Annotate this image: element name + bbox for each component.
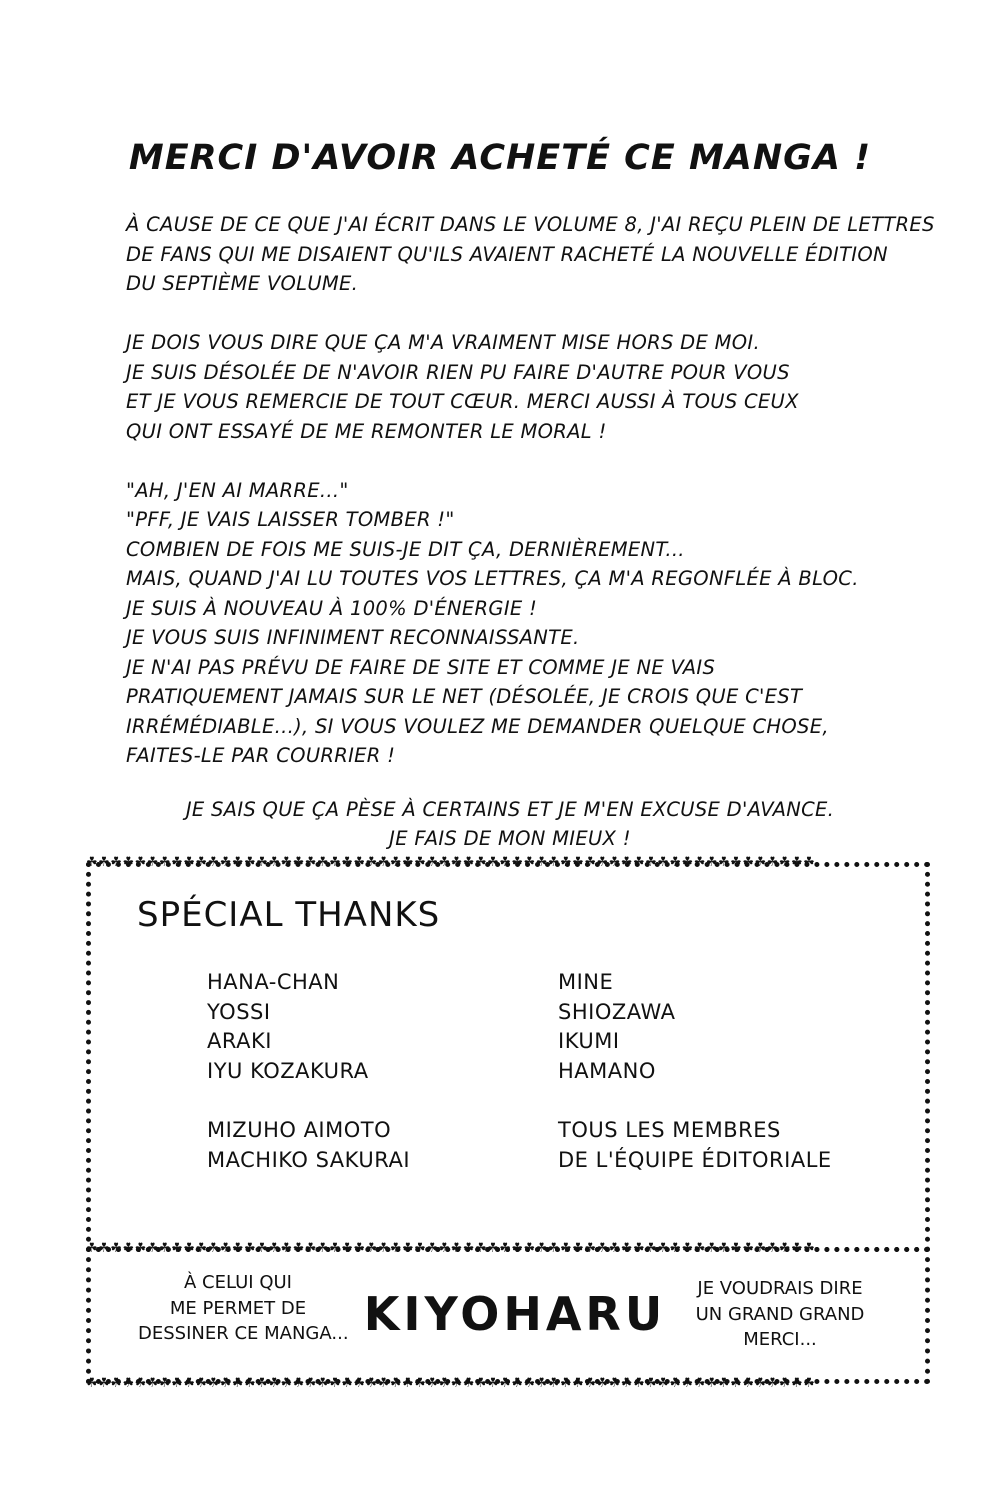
letter-line: JE VOUS SUIS INFINIMENT RECONNAISSANTE. — [126, 626, 580, 649]
thanks-name: SHIOZAWA — [558, 999, 676, 1024]
letter-paragraph-3 — [126, 476, 946, 771]
thanks-name: MIZUHO AIMOTO — [207, 1118, 392, 1142]
dedication-line: À CELUI QUI — [184, 1272, 292, 1293]
dedication-line: ME PERMET DE — [169, 1297, 307, 1319]
letter-line: FAITES-LE PAR COURRIER ! — [126, 744, 396, 767]
letter-line: JE N'AI PAS PRÉVU DE FAIRE DE SITE ET COMME JE NE VAIS — [126, 655, 716, 679]
letter-line: "AH, J'EN AI MARRE..." — [126, 478, 349, 502]
dedication-right-text — [680, 1276, 880, 1353]
clover-icon: ☘☘☘☘☘☘☘☘☘☘☘☘☘☘☘☘☘☘☘☘☘☘☘☘☘☘☘☘☘☘☘☘☘☘☘☘☘☘☘☘☘☘☘☘☘☘☘☘☘☘☘☘☘☘☘☘☘☘☘☘ — [86, 1242, 816, 1256]
letter-line: QUI ONT ESSAYÉ DE ME REMONTER LE MORAL ! — [126, 419, 607, 443]
closing-note — [0, 795, 1000, 853]
letter-paragraph-1 — [126, 210, 946, 299]
dedication-line: JE VOUDRAIS DIRE — [697, 1278, 863, 1299]
thanks-name: YOSSI — [207, 999, 271, 1024]
thanks-name: HAMANO — [558, 1058, 656, 1083]
letter-line: COMBIEN DE FOIS ME SUIS-JE DIT ÇA, DERNIÈREMENT... — [126, 537, 685, 561]
dedication-line: UN GRAND GRAND — [695, 1303, 865, 1325]
page-title: MERCI D'AVOIR ACHETÉ CE MANGA ! — [128, 138, 872, 178]
thanks-list-right-2 — [558, 1116, 832, 1175]
thanks-name: ARAKI — [207, 1029, 272, 1053]
thanks-name: DE L'ÉQUIPE ÉDITORIALE — [558, 1147, 832, 1172]
letter-paragraph-2 — [126, 328, 946, 446]
dedication-line: MERCI... — [743, 1329, 817, 1350]
thanks-name: IKUMI — [558, 1029, 620, 1053]
letter-line: DE FANS QUI ME DISAIENT QU'ILS AVAIENT RACHETÉ LA NOUVELLE ÉDITION — [126, 242, 888, 266]
letter-line: JE SUIS DÉSOLÉE DE N'AVOIR RIEN PU FAIRE D'AUTRE POUR VOUS — [126, 360, 790, 384]
thanks-name: MACHIKO SAKURAI — [207, 1147, 411, 1172]
letter-line: MAIS, QUAND J'AI LU TOUTES VOS LETTRES, ÇA M'A REGONFLÉE À BLOC. — [126, 567, 859, 590]
clover-icon: ☘☘☘☘☘☘☘☘☘☘☘☘☘☘☘☘☘☘☘☘☘☘☘☘☘☘☘☘☘☘☘☘☘☘☘☘☘☘☘☘☘☘☘☘☘☘☘☘☘☘☘☘☘☘☘☘☘☘☘☘ — [86, 856, 816, 870]
letter-line: À CAUSE DE CE QUE J'AI ÉCRIT DANS LE VOLUME 8, J'AI REÇU PLEIN DE LETTRES — [126, 213, 935, 236]
letter-line: IRRÉMÉDIABLE...), SI VOUS VOULEZ ME DEMANDER QUELQUE CHOSE, — [126, 714, 829, 738]
thanks-list-left-2 — [207, 1116, 410, 1175]
thanks-name: IYU KOZAKURA — [207, 1058, 369, 1083]
dedication-line: DESSINER CE MANGA... — [138, 1323, 349, 1344]
thanks-name: HANA-CHAN — [207, 970, 340, 994]
letter-line: JE DOIS VOUS DIRE QUE ÇA M'A VRAIMENT MISE HORS DE MOI. — [126, 331, 760, 354]
closing-line: JE FAIS DE MON MIEUX ! — [389, 827, 631, 850]
letter-line: PRATIQUEMENT JAMAIS SUR LE NET (DÉSOLÉE, JE CROIS QUE C'EST — [126, 685, 803, 708]
letter-body — [126, 210, 946, 800]
thanks-name: MINE — [558, 970, 614, 994]
letter-line: JE SUIS À NOUVEAU À 100% D'ÉNERGIE ! — [126, 596, 538, 620]
dedication-left-text — [138, 1270, 349, 1347]
clover-icon: ☘☘☘☘☘☘☘☘☘☘☘☘☘☘☘☘☘☘☘☘☘☘☘☘☘☘☘☘☘☘☘☘☘☘☘☘☘☘☘☘☘☘☘☘☘☘☘☘☘☘☘☘☘☘☘☘☘☘☘☘ — [86, 1377, 816, 1391]
letter-line: "PFF, JE VAIS LAISSER TOMBER !" — [126, 508, 455, 531]
dedication-name: KIYOHARU — [363, 1287, 667, 1341]
letter-line: DU SEPTIÈME VOLUME. — [126, 272, 359, 295]
closing-line: JE SAIS QUE ÇA PÈSE À CERTAINS ET JE M'EN EXCUSE D'AVANCE. — [185, 798, 835, 821]
special-thanks-heading: SPÉCIAL THANKS — [137, 895, 441, 935]
letter-line: ET JE VOUS REMERCIE DE TOUT CŒUR. MERCI AUSSI À TOUS CEUX — [126, 390, 799, 413]
thanks-name: TOUS LES MEMBRES — [558, 1118, 781, 1142]
thanks-list-right-1 — [558, 968, 675, 1086]
thanks-list-left-1 — [207, 968, 369, 1086]
